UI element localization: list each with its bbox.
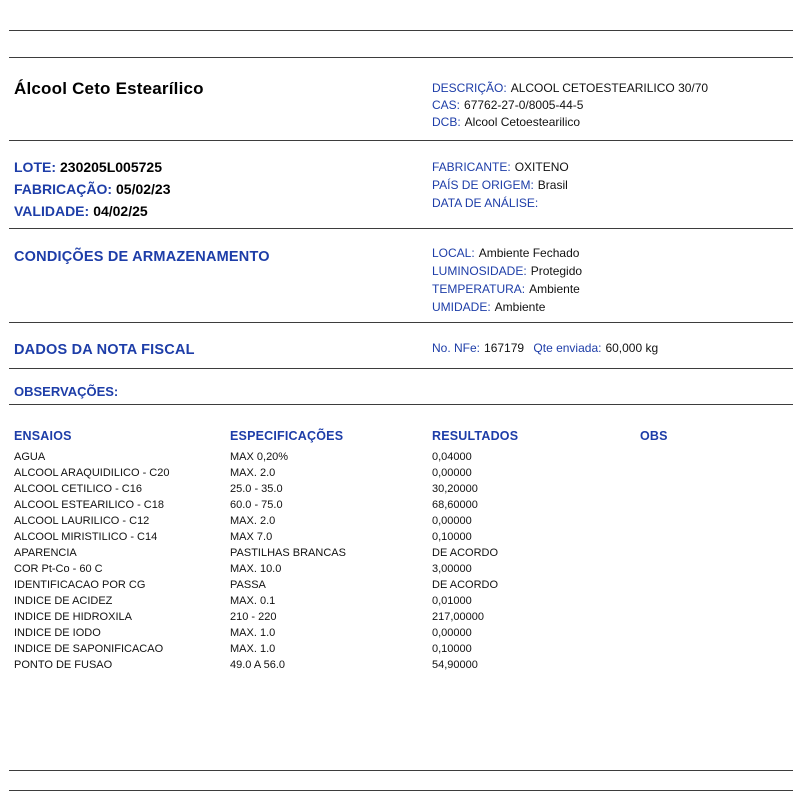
field-label: LUMINOSIDADE:	[432, 264, 527, 278]
assay-table-row	[14, 529, 786, 545]
divider-bottom-2	[9, 790, 793, 791]
product-title: Álcool Ceto Estearílico	[14, 79, 204, 98]
divider-observations	[9, 404, 793, 405]
assay-table-row	[14, 497, 786, 513]
assay-name-cell: ALCOOL LAURILICO - C12	[14, 515, 150, 527]
assay-obs-cell	[640, 529, 786, 545]
invoice-field	[432, 341, 527, 355]
field-label: CAS:	[432, 98, 461, 112]
assay-name-cell: ALCOOL CETILICO - C16	[14, 483, 142, 495]
assay-obs-cell	[640, 561, 786, 577]
assay-spec-cell: MAX. 2.0	[230, 515, 276, 527]
assay-table-row	[14, 561, 786, 577]
assay-result-cell: 0,10000	[432, 531, 472, 543]
assay-obs-cell	[640, 497, 786, 513]
assay-spec-cell: 60.0 - 75.0	[230, 499, 283, 511]
storage-field-row	[432, 280, 788, 298]
assay-name-cell: ALCOOL MIRISTILICO - C14	[14, 531, 158, 543]
assay-table-body	[14, 449, 786, 673]
assay-spec-cell: MAX. 1.0	[230, 643, 276, 655]
assay-table-row	[14, 545, 786, 561]
field-label: Qte enviada:	[533, 341, 602, 355]
assay-name-cell: IDENTIFICACAO POR CG	[14, 579, 146, 591]
lot-info-fields	[14, 156, 171, 222]
assay-obs-cell	[640, 465, 786, 481]
assay-spec-cell: PASSA	[230, 579, 266, 591]
assay-spec-cell: 210 - 220	[230, 611, 277, 623]
field-label: UMIDADE:	[432, 300, 491, 314]
assay-name-cell: INDICE DE HIDROXILA	[14, 611, 132, 623]
assay-result-cell: 0,00000	[432, 515, 472, 527]
column-header-ensaios: ENSAIOS	[14, 429, 72, 443]
observations-title: OBSERVAÇÕES:	[14, 384, 119, 399]
assay-result-cell: DE ACORDO	[432, 547, 499, 559]
assay-table-row	[14, 449, 786, 465]
column-header-especificacoes: ESPECIFICAÇÕES	[230, 429, 344, 443]
field-value: 04/02/25	[93, 203, 148, 219]
assay-result-cell: 0,10000	[432, 643, 472, 655]
divider-storage	[9, 322, 793, 323]
field-label: TEMPERATURA:	[432, 282, 526, 296]
field-label: No. NFe:	[432, 341, 481, 355]
field-value: 60,000 kg	[605, 341, 659, 355]
lot-field-row	[14, 178, 171, 200]
assay-obs-cell	[640, 577, 786, 593]
field-label: DATA DE ANÁLISE:	[432, 196, 539, 210]
assay-table-row	[14, 577, 786, 593]
assay-name-cell: ALCOOL ESTEARILICO - C18	[14, 499, 164, 511]
invoice-fields	[432, 340, 792, 356]
field-value: Ambiente	[494, 300, 546, 314]
assay-spec-cell: MAX 0,20%	[230, 451, 289, 463]
assay-table-row	[14, 609, 786, 625]
assay-table-row	[14, 481, 786, 497]
assay-name-cell: APARENCIA	[14, 547, 77, 559]
divider-invoice	[9, 368, 793, 369]
field-value: Alcool Cetoestearilico	[464, 115, 581, 129]
field-value: ALCOOL CETOESTEARILICO 30/70	[510, 81, 709, 95]
assay-result-cell: 3,00000	[432, 563, 472, 575]
product-description-fields	[432, 80, 788, 131]
assay-table-row	[14, 465, 786, 481]
assay-result-cell: 0,01000	[432, 595, 472, 607]
storage-field-row	[432, 262, 788, 280]
assay-result-cell: 54,90000	[432, 659, 478, 671]
assay-spec-cell: MAX. 0.1	[230, 595, 276, 607]
manufacturer-field-row	[432, 176, 788, 194]
assay-name-cell: PONTO DE FUSAO	[14, 659, 113, 671]
assay-spec-cell: PASTILHAS BRANCAS	[230, 547, 346, 559]
assay-result-cell: 0,00000	[432, 467, 472, 479]
divider-top-1	[9, 30, 793, 31]
field-label: LOCAL:	[432, 246, 475, 260]
column-header-resultados: RESULTADOS	[432, 429, 519, 443]
assay-result-cell: 30,20000	[432, 483, 478, 495]
assay-results-table	[14, 429, 786, 673]
assay-result-cell: DE ACORDO	[432, 579, 499, 591]
field-value: Brasil	[537, 178, 568, 192]
description-field-row	[432, 114, 788, 131]
assay-spec-cell: MAX. 2.0	[230, 467, 276, 479]
field-label: DCB:	[432, 115, 461, 129]
field-value: Protegido	[530, 264, 583, 278]
field-value: Ambiente	[529, 282, 580, 296]
field-value: 167179	[484, 341, 525, 355]
field-value: OXITENO	[514, 160, 569, 174]
field-value: 230205L005725	[60, 159, 162, 175]
storage-section-title: CONDIÇÕES DE ARMAZENAMENTO	[14, 249, 270, 265]
assay-obs-cell	[640, 545, 786, 561]
assay-name-cell: ALCOOL ARAQUIDILICO - C20	[14, 467, 170, 479]
assay-obs-cell	[640, 593, 786, 609]
field-value: 05/02/23	[116, 181, 171, 197]
assay-obs-cell	[640, 641, 786, 657]
manufacturer-field-row	[432, 158, 788, 176]
assay-obs-cell	[640, 481, 786, 497]
assay-table-row	[14, 625, 786, 641]
assay-obs-cell	[640, 449, 786, 465]
assay-result-cell: 217,00000	[432, 611, 484, 623]
assay-result-cell: 68,60000	[432, 499, 478, 511]
assay-obs-cell	[640, 625, 786, 641]
assay-name-cell: AGUA	[14, 451, 46, 463]
field-label: DESCRIÇÃO:	[432, 81, 507, 95]
description-field-row	[432, 97, 788, 114]
assay-name-cell: INDICE DE IODO	[14, 627, 101, 639]
divider-bottom-1	[9, 770, 793, 771]
invoice-section-title: DADOS DA NOTA FISCAL	[14, 342, 195, 358]
column-header-obs: OBS	[640, 429, 668, 443]
divider-top-2	[9, 57, 793, 58]
manufacturer-info-fields	[432, 158, 788, 212]
storage-condition-fields	[432, 244, 788, 316]
assay-name-cell: COR Pt-Co - 60 C	[14, 563, 103, 575]
assay-spec-cell: MAX. 1.0	[230, 627, 276, 639]
lot-field-row	[14, 200, 171, 222]
divider-header	[9, 140, 793, 141]
description-field-row	[432, 80, 788, 97]
field-value: 67762-27-0/8005-44-5	[464, 98, 584, 112]
invoice-field	[533, 341, 658, 355]
assay-result-cell: 0,04000	[432, 451, 472, 463]
assay-spec-cell: 49.0 A 56.0	[230, 659, 286, 671]
storage-field-row	[432, 244, 788, 262]
assay-table-row	[14, 641, 786, 657]
assay-name-cell: INDICE DE SAPONIFICACAO	[14, 643, 164, 655]
field-label: FABRICAÇÃO:	[14, 181, 112, 197]
assay-table-header-row	[14, 429, 786, 449]
field-label: LOTE:	[14, 159, 56, 175]
field-value: Ambiente Fechado	[478, 246, 580, 260]
divider-lot	[9, 228, 793, 229]
assay-table-row	[14, 657, 786, 673]
assay-obs-cell	[640, 513, 786, 529]
field-label: VALIDADE:	[14, 203, 90, 219]
manufacturer-field-row	[432, 194, 788, 212]
assay-spec-cell: 25.0 - 35.0	[230, 483, 283, 495]
assay-name-cell: INDICE DE ACIDEZ	[14, 595, 113, 607]
assay-result-cell: 0,00000	[432, 627, 472, 639]
assay-table-row	[14, 513, 786, 529]
assay-spec-cell: MAX 7.0	[230, 531, 273, 543]
assay-obs-cell	[640, 657, 786, 673]
storage-field-row	[432, 298, 788, 316]
assay-spec-cell: MAX. 10.0	[230, 563, 282, 575]
lot-field-row	[14, 156, 171, 178]
field-label: FABRICANTE:	[432, 160, 511, 174]
field-label: PAÍS DE ORIGEM:	[432, 178, 534, 192]
assay-obs-cell	[640, 609, 786, 625]
assay-table-row	[14, 593, 786, 609]
